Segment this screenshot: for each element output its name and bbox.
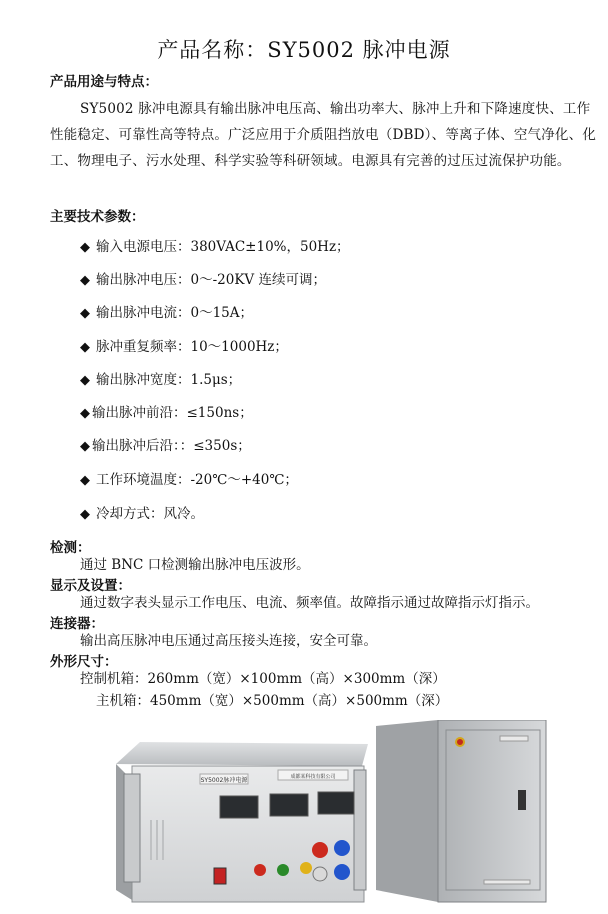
main-cabinet-photo [372, 720, 548, 906]
param-item: ◆ 输出脉冲电压：0～-20KV 连续可调； [80, 272, 326, 288]
usage-paragraph: SY5002 脉冲电源具有输出脉冲电压高、输出功率大、脉冲上升和下降速度快、工作性能稳定、可靠性高等特点。广泛应用于介质阻挡放电（DBD）、等离子体、空气净化、化工、物理电子、污水处理、科学实验等科研领域。电源具有完善的过压过流保护功能。 [50, 101, 597, 169]
diamond-icon: ◆ [80, 340, 90, 355]
usage-heading: 产品用途与特点： [50, 74, 158, 90]
size-main: 主机箱：450mm（宽）×500mm（高）×500mm（深） [96, 693, 449, 709]
red-knob [312, 842, 328, 858]
emergency-stop-icon [457, 739, 463, 745]
voltage-meter [220, 796, 258, 818]
diamond-icon: ◆ [80, 439, 90, 454]
diamond-icon: ◆ [80, 507, 90, 522]
param-item: ◆ 冷却方式：风冷。 [80, 506, 204, 522]
blue-knob [334, 864, 350, 880]
diamond-icon: ◆ [80, 273, 90, 288]
door-handle [518, 790, 526, 810]
params-heading: 主要技术参数： [50, 209, 145, 225]
detect-heading: 检测： [50, 540, 91, 556]
param-item: ◆ 输出脉冲后沿：：≤350s； [80, 438, 251, 454]
bnc-connector [313, 867, 327, 881]
red-button [254, 864, 266, 876]
frequency-meter [318, 792, 354, 814]
param-item: ◆ 工作环境温度：-20℃～+40℃； [80, 472, 298, 488]
param-item: ◆ 输入电源电压：380VAC±10%，50Hz； [80, 239, 350, 255]
connector-text: 输出高压脉冲电压通过高压接头连接，安全可靠。 [80, 633, 377, 649]
panel-label: SY5002脉冲电源 [200, 777, 248, 784]
size-control: 控制机箱：260mm（宽）×100mm（高）×300mm（深） [80, 671, 446, 687]
power-switch [214, 868, 226, 884]
display-heading: 显示及设置： [50, 578, 131, 594]
connector-heading: 连接器： [50, 616, 104, 632]
maker-label: 成都某科技有限公司 [290, 774, 336, 780]
diamond-icon: ◆ [80, 473, 90, 488]
size-heading: 外形尺寸： [50, 654, 118, 670]
param-item: ◆ 输出脉冲宽度：1.5μs； [80, 372, 242, 388]
param-item: ◆ 输出脉冲电流：0～15A； [80, 305, 254, 321]
blue-knob [334, 840, 350, 856]
green-button [277, 864, 289, 876]
diamond-icon: ◆ [80, 306, 90, 321]
control-box-photo [110, 740, 368, 906]
page-title: 产品名称：SY5002 脉冲电源 [157, 38, 451, 62]
diamond-icon: ◆ [80, 240, 90, 255]
display-text: 通过数字表头显示工作电压、电流、频率值。故障指示通过故障指示灯指示。 [80, 595, 539, 611]
param-item: ◆ 输出脉冲前沿：≤150ns； [80, 405, 253, 421]
yellow-button [300, 862, 312, 874]
diamond-icon: ◆ [80, 406, 90, 421]
diamond-icon: ◆ [80, 373, 90, 388]
detect-text: 通过 BNC 口检测输出脉冲电压波形。 [80, 557, 310, 573]
current-meter [270, 794, 308, 816]
param-item: ◆ 脉冲重复频率：10～1000Hz； [80, 339, 288, 355]
